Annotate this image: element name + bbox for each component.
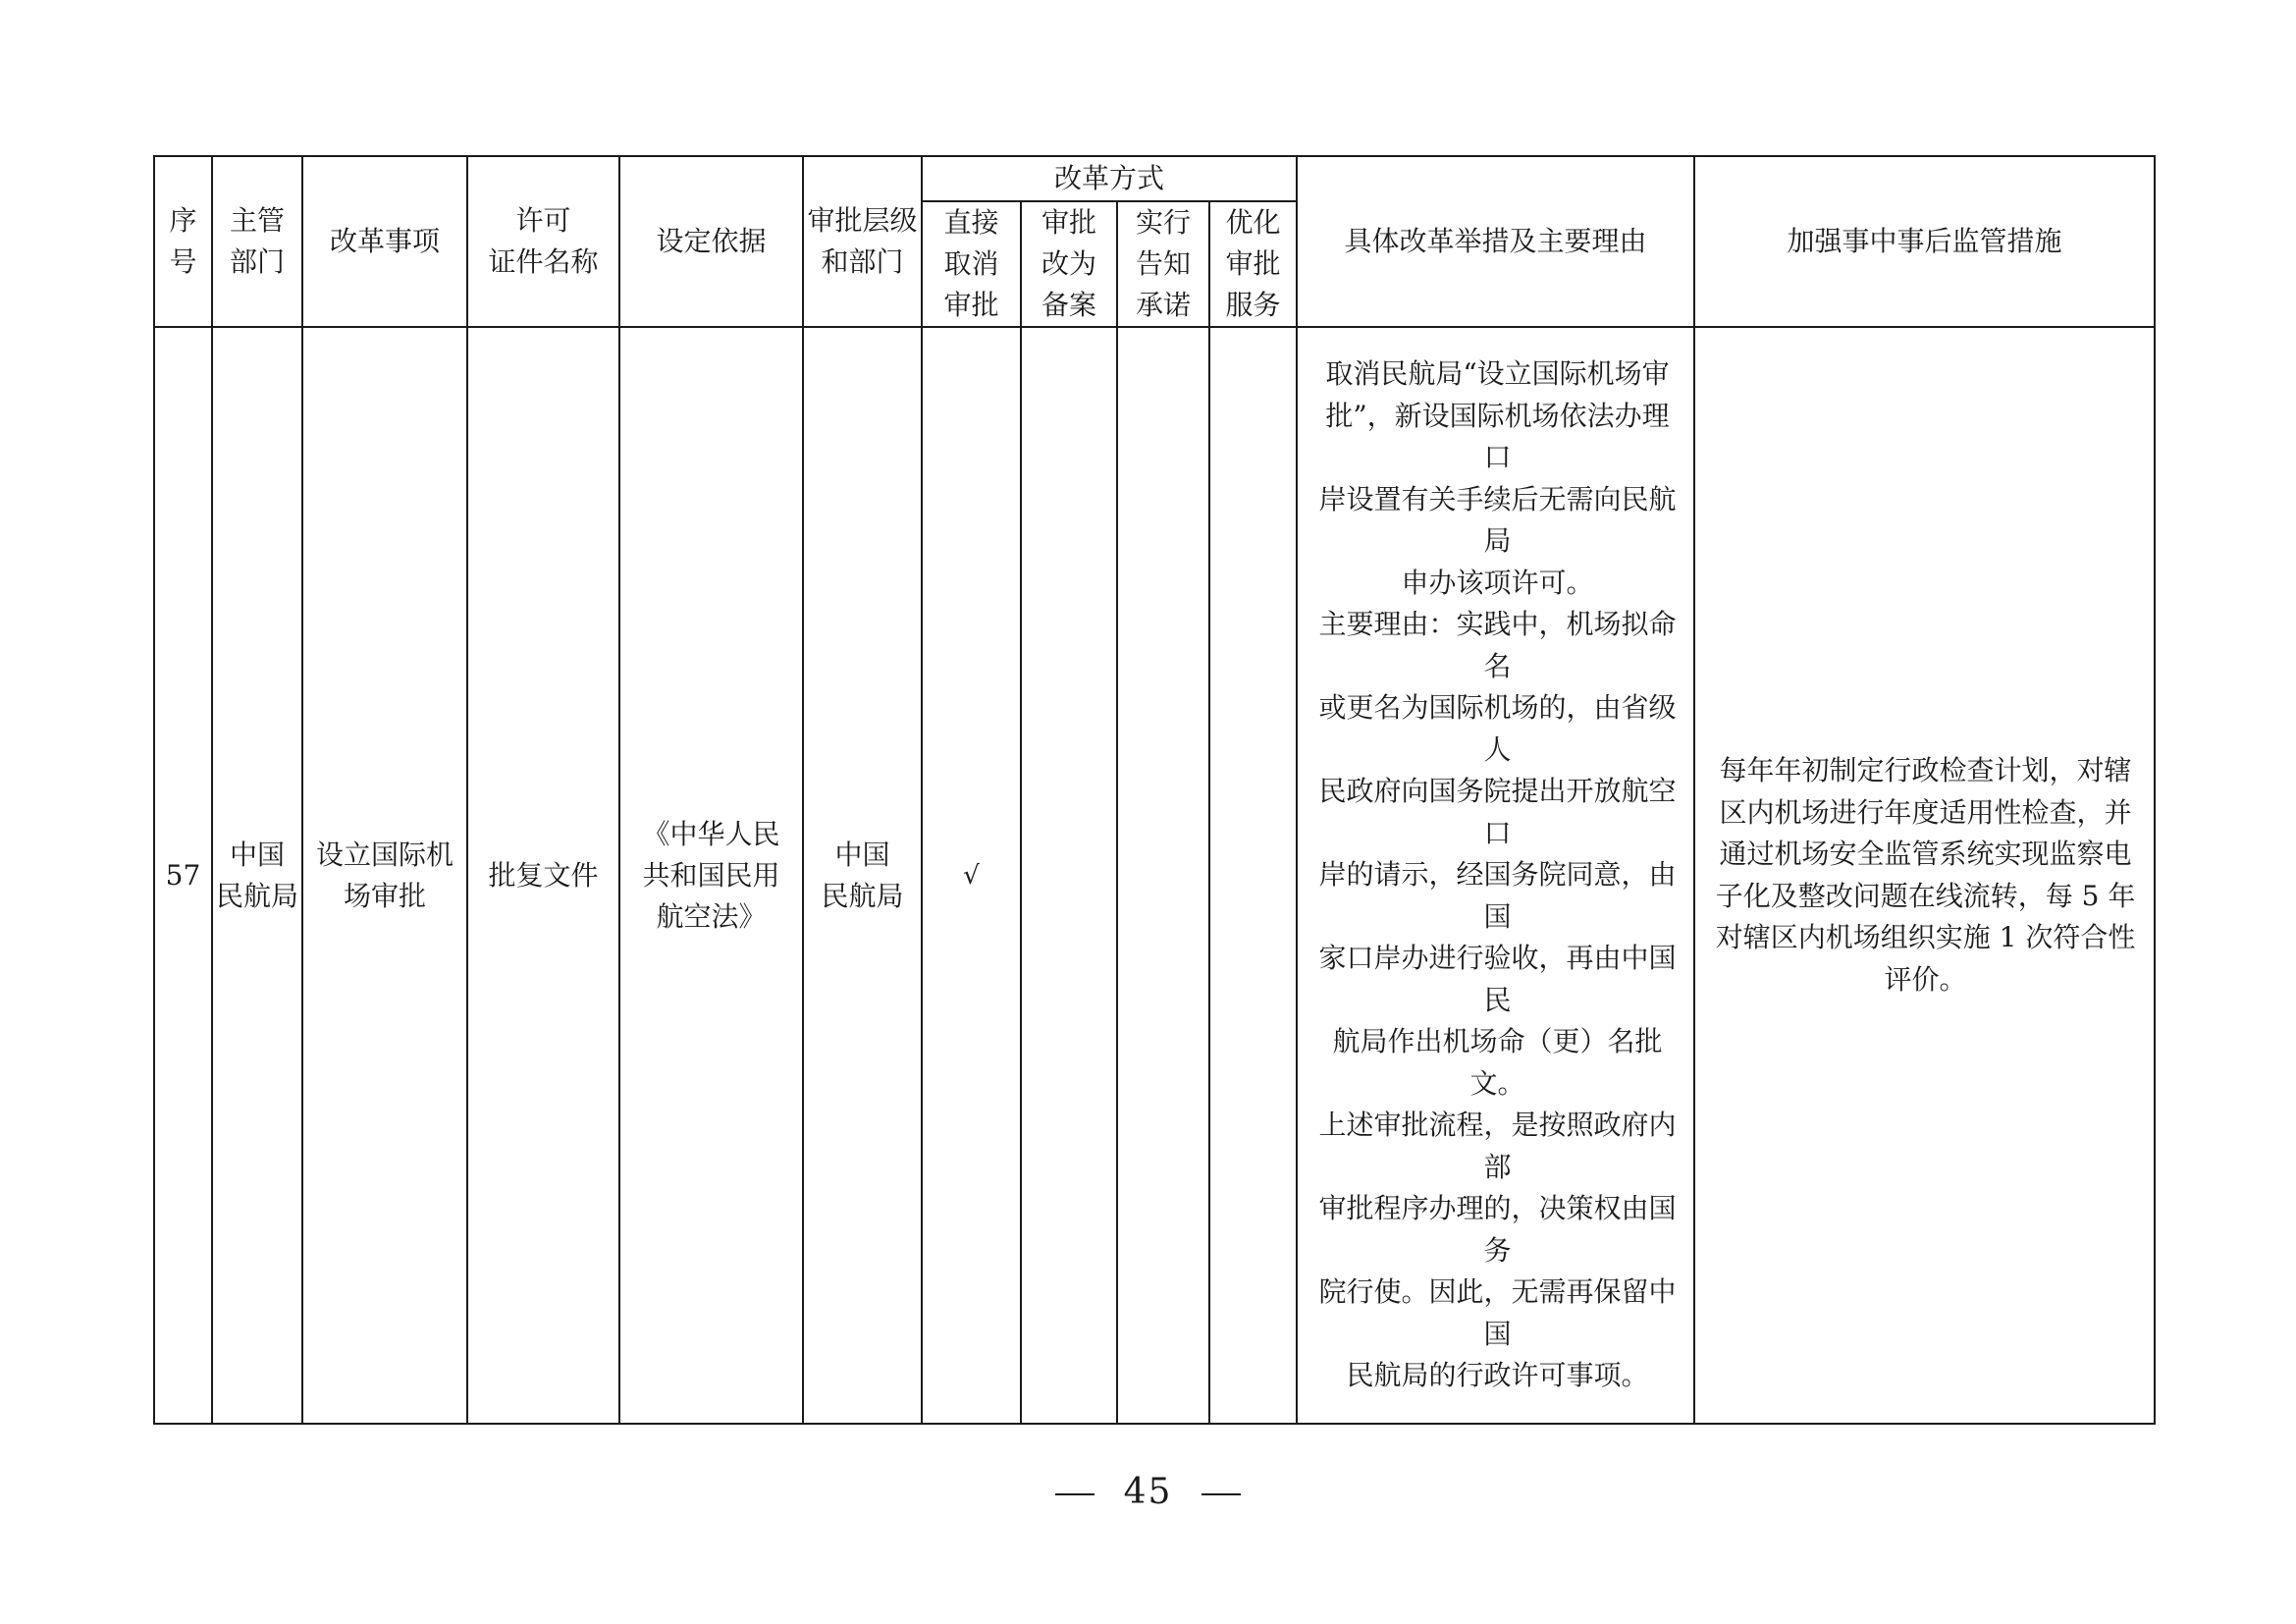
cell-supervision: 每年年初制定行政检查计划，对辖区内机场进行年度适用性检查，并通过机场安全监管系统实现监察电子化及整改问题在线流转，每 5 年对辖区内机场组织实施 1 次符合性评价。	[1694, 327, 2155, 1424]
header-level: 审批层级 和部门	[803, 156, 922, 327]
cell-measures: 取消民航局“设立国际机场审 批”，新设国际机场依法办理口 岸设置有关手续后无需向民航局 申办该项许可。 主要理由：实践中，机场拟命名 或更名为国际机场的，由省级人 民政府向国务院提出开放航空口 岸的请示，经国务院同意，由国 家口岸办进行验收，再由中国民 航局作出机场命（更）名批文。 上述审批流程，是按照政府内部 审批程序办理的，决策权由国务 院行使。因此，无需再保留中国 民航局的行政许可事项。	[1297, 327, 1694, 1424]
header-group-row	[154, 156, 2155, 201]
cell-mode-notify	[1117, 327, 1209, 1424]
page-number	[0, 1469, 2296, 1516]
check-mark: √	[963, 860, 980, 891]
cell-item: 设立国际机 场审批	[302, 327, 467, 1424]
header-supervision: 加强事中事后监管措施	[1694, 156, 2155, 327]
header-basis: 设定依据	[619, 156, 803, 327]
cell-level: 中国 民航局	[803, 327, 922, 1424]
cell-license: 批复文件	[467, 327, 619, 1424]
cell-basis: 《中华人民 共和国民用 航空法》	[619, 327, 803, 1424]
reform-table	[153, 155, 2156, 1425]
page-dash-right	[1201, 1493, 1241, 1495]
header-mode-optimize: 优化 审批 服务	[1209, 201, 1297, 327]
table-row	[154, 327, 2155, 1424]
header-mode-group: 改革方式	[922, 156, 1297, 201]
cell-mode-optimize	[1209, 327, 1297, 1424]
cell-mode-filing	[1021, 327, 1117, 1424]
cell-dept: 中国 民航局	[212, 327, 302, 1424]
page-number-value: 45	[1123, 1472, 1173, 1512]
header-mode-filing: 审批 改为 备案	[1021, 201, 1117, 327]
cell-mode-cancel	[922, 327, 1021, 1424]
header-dept: 主管 部门	[212, 156, 302, 327]
header-mode-notify: 实行 告知 承诺	[1117, 201, 1209, 327]
cell-seq: 57	[154, 327, 212, 1424]
header-seq: 序 号	[154, 156, 212, 327]
page-dash-left	[1055, 1493, 1095, 1495]
header-measures: 具体改革举措及主要理由	[1297, 156, 1694, 327]
header-mode-cancel: 直接 取消 审批	[922, 201, 1021, 327]
header-license: 许可 证件名称	[467, 156, 619, 327]
header-item: 改革事项	[302, 156, 467, 327]
